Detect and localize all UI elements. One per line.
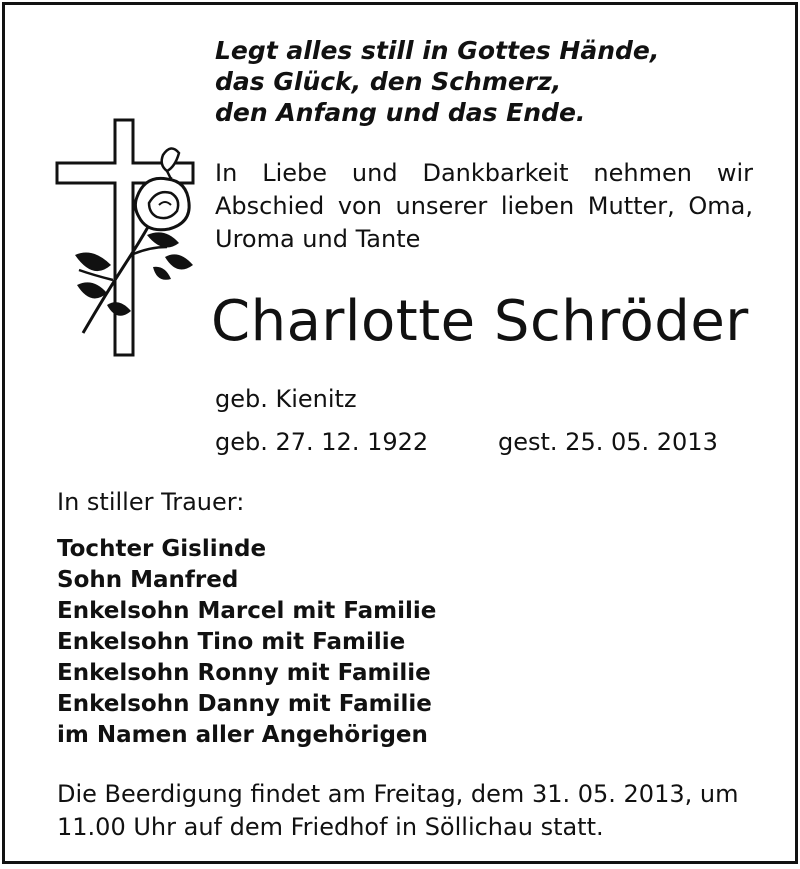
death-date: gest. 25. 05. 2013 <box>498 428 718 456</box>
motto-line: das Glück, den Schmerz, <box>215 67 562 96</box>
maiden-name: geb. Kienitz <box>215 385 357 413</box>
motto-verse <box>215 35 659 128</box>
intro-line: In Liebe und Dankbarkeit nehmen wir <box>215 159 753 187</box>
mourner-item: Enkelsohn Ronny mit Familie <box>57 660 431 686</box>
mourner-item: Enkelsohn Tino mit Familie <box>57 629 406 655</box>
deceased-name: Charlotte Schröder <box>211 289 749 354</box>
life-dates <box>215 428 718 456</box>
birth-date: geb. 27. 12. 1922 <box>215 428 429 456</box>
cross-with-rose-icon <box>53 115 203 360</box>
funeral-notice <box>57 778 757 844</box>
mourner-item: Enkelsohn Danny mit Familie <box>57 691 432 717</box>
obituary-frame <box>2 2 798 864</box>
funeral-line: 11.00 Uhr auf dem Friedhof in Söllichau statt. <box>57 813 604 841</box>
intro-line: Abschied von unserer lieben Mutter, Oma, <box>215 192 753 220</box>
mourners-list <box>57 534 436 751</box>
mourner-item: Tochter Gislinde <box>57 536 267 562</box>
mourner-item: Sohn Manfred <box>57 567 239 593</box>
funeral-line: Die Beerdigung findet am Freitag, dem 31. 05. 2013, um <box>57 780 739 808</box>
motto-line: den Anfang und das Ende. <box>215 98 586 127</box>
intro-line: Uroma und Tante <box>215 225 421 253</box>
motto-line: Legt alles still in Gottes Hände, <box>215 36 660 65</box>
intro-text <box>215 157 753 256</box>
mourning-label: In stiller Trauer: <box>57 488 245 516</box>
mourner-item: im Namen aller Angehörigen <box>57 722 428 748</box>
mourner-item: Enkelsohn Marcel mit Familie <box>57 598 437 624</box>
